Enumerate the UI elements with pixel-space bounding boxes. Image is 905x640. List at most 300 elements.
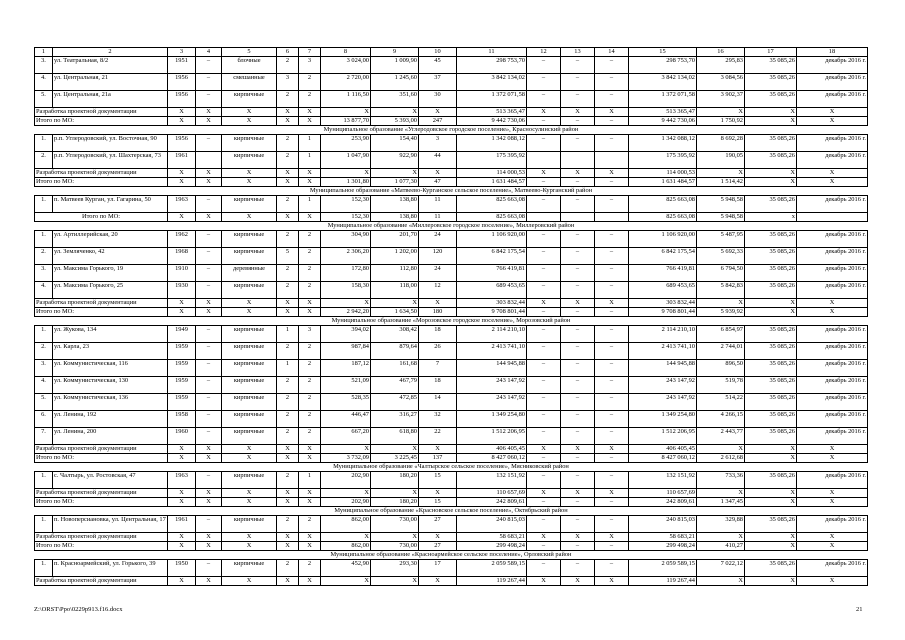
total-label: Разработка проектной документации (35, 108, 168, 117)
house-row (35, 152, 868, 169)
table-cell: 242 809,61 (457, 498, 527, 507)
table-cell: 118,00 (371, 282, 419, 299)
table-cell: 35 085,26 (745, 411, 797, 428)
table-cell: 825 663,08 (629, 213, 697, 222)
table-cell: 1968 (168, 248, 196, 265)
table-cell: 3 902,37 (697, 91, 745, 108)
table-cell: – (561, 560, 595, 577)
table-cell: X (371, 169, 419, 178)
table-cell: 24 (419, 265, 457, 282)
municipality-section-row (35, 187, 868, 196)
municipality-title: Муниципальное образование «Матвеево-Курганское сельское поселение», Матвеево-Курганский район (35, 187, 868, 196)
table-cell: – (595, 428, 629, 445)
table-cell: – (595, 454, 629, 463)
municipality-title: Муниципальное образование «Углеродовское городское поселение», Красносулинский район (35, 126, 868, 135)
table-cell: – (527, 117, 561, 126)
table-cell: 299 498,24 (629, 542, 697, 551)
table-cell: ул. Коммунистическая, 136 (53, 394, 168, 411)
table-cell: 202,90 (321, 472, 371, 489)
table-cell: X (277, 498, 299, 507)
table-cell: декабрь 2016 г. (797, 74, 868, 91)
table-cell: декабрь 2016 г. (797, 91, 868, 108)
table-cell: – (196, 560, 222, 577)
table-cell: X (561, 577, 595, 586)
table-cell: X (697, 577, 745, 586)
table-cell: – (527, 326, 561, 343)
table-cell: кирпичные (222, 560, 277, 577)
table-cell: 1950 (168, 560, 196, 577)
table-cell: 3. (35, 265, 53, 282)
table-cell: – (561, 231, 595, 248)
header-cell: 4 (196, 48, 222, 57)
table-cell: 2 744,01 (697, 343, 745, 360)
table-cell: X (745, 533, 797, 542)
table-cell: – (561, 196, 595, 213)
table-cell: X (527, 577, 561, 586)
table-cell: X (299, 533, 321, 542)
table-cell: 1. (35, 231, 53, 248)
table-cell: X (196, 498, 222, 507)
table-cell: X (697, 299, 745, 308)
table-cell: X (745, 117, 797, 126)
table-cell: 137 (419, 454, 457, 463)
table-cell: р.п. Углеродовский, ул. Шахтерская, 73 (53, 152, 168, 169)
table-cell: – (196, 428, 222, 445)
table-cell: – (561, 74, 595, 91)
table-cell: 201,70 (371, 231, 419, 248)
table-cell: 2 (277, 394, 299, 411)
header-cell: 6 (277, 48, 299, 57)
table-cell: 2 (277, 91, 299, 108)
table-cell: 35 085,26 (745, 360, 797, 377)
table-cell: X (745, 169, 797, 178)
table-cell: – (561, 377, 595, 394)
table-cell: 187,12 (321, 360, 371, 377)
table-cell: 26 (419, 343, 457, 360)
table-cell: X (196, 169, 222, 178)
table-cell: 35 085,26 (745, 394, 797, 411)
table-cell: 825 663,08 (457, 213, 527, 222)
table-cell: X (168, 108, 196, 117)
header-cell: 10 (419, 48, 457, 57)
total-row (35, 577, 868, 586)
house-row (35, 91, 868, 108)
table-cell: 8 427 060,12 (629, 454, 697, 463)
table-cell: 6. (35, 411, 53, 428)
table-cell: – (527, 282, 561, 299)
table-cell: ул. Карла, 23 (53, 343, 168, 360)
table-cell: X (299, 489, 321, 498)
table-cell: X (196, 454, 222, 463)
table-cell: 2 (277, 152, 299, 169)
table-cell: 446,47 (321, 411, 371, 428)
table-cell: 243 147,92 (457, 394, 527, 411)
table-cell: 3 (299, 57, 321, 74)
table-cell: X (222, 445, 277, 454)
table-cell: ул. Коммунистическая, 116 (53, 360, 168, 377)
table-cell: 922,90 (371, 152, 419, 169)
table-cell: 519,78 (697, 377, 745, 394)
table-cell: 1 631 484,57 (629, 178, 697, 187)
table-cell: 730,00 (371, 542, 419, 551)
table-cell: 879,64 (371, 343, 419, 360)
table-cell: 1961 (168, 152, 196, 169)
table-cell: 190,05 (697, 152, 745, 169)
table-cell: 45 (419, 57, 457, 74)
table-cell: X (299, 169, 321, 178)
table-cell: 3 024,00 (321, 57, 371, 74)
table-cell: декабрь 2016 г. (797, 516, 868, 533)
table-cell: 733,36 (697, 472, 745, 489)
table-cell: X (797, 445, 868, 454)
table-cell: декабрь 2016 г. (797, 231, 868, 248)
page-number: 21 (856, 606, 863, 613)
table-cell: 7 (419, 360, 457, 377)
table-cell: 298 753,70 (629, 57, 697, 74)
table-cell: 2 (299, 231, 321, 248)
table-cell: X (745, 299, 797, 308)
table-cell: 1 (299, 152, 321, 169)
table-cell: X (595, 299, 629, 308)
table-cell: 35 085,26 (745, 135, 797, 152)
table-cell: 2 942,20 (321, 308, 371, 317)
table-cell: 1 634,50 (371, 308, 419, 317)
table-cell: декабрь 2016 г. (797, 411, 868, 428)
total-row (35, 498, 868, 507)
header-cell: 14 (595, 48, 629, 57)
table-cell: п. Новоперсиановка, ул. Центральная, 17 (53, 516, 168, 533)
table-cell: кирпичные (222, 152, 277, 169)
table-cell: 110 657,69 (457, 489, 527, 498)
table-cell: 2 (277, 231, 299, 248)
table-cell: 1 009,90 (371, 57, 419, 74)
table-cell: X (371, 108, 419, 117)
table-cell: 303 832,44 (629, 299, 697, 308)
table-cell: – (527, 360, 561, 377)
table-cell: 1960 (168, 428, 196, 445)
table-cell: 24 (419, 231, 457, 248)
table-cell: X (168, 489, 196, 498)
table-cell: 35 085,26 (745, 326, 797, 343)
table-cell: 528,35 (321, 394, 371, 411)
table-cell: 9 708 801,44 (629, 308, 697, 317)
table-cell: X (196, 577, 222, 586)
table-cell: ул. Ленина, 200 (53, 428, 168, 445)
table-cell: 243 147,92 (629, 377, 697, 394)
header-cell: 13 (561, 48, 595, 57)
table-cell: 1949 (168, 326, 196, 343)
table-cell: – (561, 411, 595, 428)
municipality-section-row (35, 317, 868, 326)
table-cell: 5 948,58 (697, 196, 745, 213)
table-cell: 825 663,08 (457, 196, 527, 213)
table-cell: X (527, 108, 561, 117)
table-cell: 410,27 (697, 542, 745, 551)
table-cell: X (196, 178, 222, 187)
table-cell: X (745, 445, 797, 454)
table-cell: X (222, 108, 277, 117)
table-cell: X (797, 542, 868, 551)
house-row (35, 135, 868, 152)
table-cell: 3 (299, 326, 321, 343)
table-cell: X (168, 299, 196, 308)
table-cell: 1 116,50 (321, 91, 371, 108)
table-cell: X (527, 299, 561, 308)
table-cell: – (527, 135, 561, 152)
table-cell: – (196, 377, 222, 394)
table-cell: – (595, 178, 629, 187)
table-cell: – (527, 308, 561, 317)
table-cell: 452,90 (321, 560, 371, 577)
table-cell: – (595, 343, 629, 360)
table-cell: X (321, 577, 371, 586)
table-cell: X (797, 108, 868, 117)
table-cell: 1. (35, 472, 53, 489)
table-cell: 1 047,90 (321, 152, 371, 169)
table-cell: 2 059 589,15 (457, 560, 527, 577)
table-cell: X (277, 533, 299, 542)
table-cell: кирпичные (222, 282, 277, 299)
table-cell: 1 347,45 (697, 498, 745, 507)
table-cell: 1 372 071,58 (457, 91, 527, 108)
header-cell: 3 (168, 48, 196, 57)
table-cell: – (196, 326, 222, 343)
table-cell: 3 732,09 (321, 454, 371, 463)
table-cell: – (595, 117, 629, 126)
table-cell: 119 267,44 (457, 577, 527, 586)
total-label: Итого по МО: (35, 308, 168, 317)
total-label: Итого по МО: (35, 213, 168, 222)
table-cell: – (527, 74, 561, 91)
table-cell: 1 202,00 (371, 248, 419, 265)
table-cell: 1. (35, 560, 53, 577)
table-cell: 44 (419, 152, 457, 169)
table-cell: ул. Центральная, 21а (53, 91, 168, 108)
table-cell (797, 213, 868, 222)
header-cell: 7 (299, 48, 321, 57)
table-cell: X (745, 489, 797, 498)
table-cell: 2. (35, 248, 53, 265)
table-cell: 1959 (168, 360, 196, 377)
table-cell: 1 (277, 326, 299, 343)
table-cell: 3 842 134,02 (457, 74, 527, 91)
table-cell: 22 (419, 428, 457, 445)
table-cell: X (797, 299, 868, 308)
table-cell: – (527, 91, 561, 108)
table-cell: 8 427 060,12 (457, 454, 527, 463)
table-cell: 9 708 801,44 (457, 308, 527, 317)
table-cell: 2 (277, 411, 299, 428)
table-cell: 2 (299, 411, 321, 428)
table-cell: X (222, 454, 277, 463)
table-cell: – (595, 394, 629, 411)
table-cell: X (168, 533, 196, 542)
table-cell: – (595, 516, 629, 533)
header-cell: 17 (745, 48, 797, 57)
table-cell: X (222, 533, 277, 542)
house-row (35, 265, 868, 282)
table-cell: 27 (419, 542, 457, 551)
table-cell: X (277, 213, 299, 222)
table-cell: X (371, 577, 419, 586)
table-cell: X (595, 169, 629, 178)
table-cell: – (595, 265, 629, 282)
table-cell: 2 413 741,10 (629, 343, 697, 360)
table-cell: 1963 (168, 472, 196, 489)
table-cell: 5 842,83 (697, 282, 745, 299)
table-cell: X (595, 489, 629, 498)
house-row (35, 248, 868, 265)
table-cell: 1963 (168, 196, 196, 213)
table-cell: X (419, 445, 457, 454)
table-cell: 2 (277, 57, 299, 74)
table-cell: – (595, 498, 629, 507)
table-cell: 1961 (168, 516, 196, 533)
table-cell: – (561, 394, 595, 411)
table-cell: X (196, 542, 222, 551)
table-cell: 2 (299, 360, 321, 377)
total-row (35, 117, 868, 126)
table-cell: X (419, 299, 457, 308)
table-cell: 8 692,28 (697, 135, 745, 152)
table-cell: 32 (419, 411, 457, 428)
table-cell: 766 419,81 (457, 265, 527, 282)
table-cell: 2 114 210,10 (629, 326, 697, 343)
table-cell: 513 365,47 (457, 108, 527, 117)
table-cell: 2 413 741,10 (457, 343, 527, 360)
table-cell: 154,40 (371, 135, 419, 152)
table-cell (196, 152, 222, 169)
table-cell: 35 085,26 (745, 516, 797, 533)
table-cell: 5 393,00 (371, 117, 419, 126)
table-cell: – (527, 454, 561, 463)
table-cell: 689 453,65 (629, 282, 697, 299)
table-cell: 2 (277, 516, 299, 533)
table-cell: – (196, 57, 222, 74)
table-cell: 13 877,70 (321, 117, 371, 126)
table-cell: – (527, 560, 561, 577)
table-cell: 394,02 (321, 326, 371, 343)
municipality-title: Муниципальное образование «Чалтырское сельское поселение», Мясниковский район (35, 463, 868, 472)
table-cell: 1 512 206,95 (629, 428, 697, 445)
table-cell: 172,80 (321, 265, 371, 282)
table-cell: кирпичные (222, 326, 277, 343)
table-cell: 35 085,26 (745, 57, 797, 74)
table-cell: кирпичные (222, 343, 277, 360)
total-row (35, 454, 868, 463)
table-cell: 35 085,26 (745, 472, 797, 489)
table-cell: X (196, 299, 222, 308)
table-cell: 1. (35, 516, 53, 533)
table-cell: ул. Артиллерийская, 20 (53, 231, 168, 248)
table-cell: 1 342 088,12 (629, 135, 697, 152)
table-cell: 689 453,65 (457, 282, 527, 299)
table-cell: – (595, 560, 629, 577)
municipality-title: Муниципальное образование «Миллеровское городское поселение», Миллеровский район (35, 222, 868, 231)
table-cell: 1. (35, 196, 53, 213)
table-cell: X (321, 108, 371, 117)
table-cell: X (277, 542, 299, 551)
table-cell: 1 077,30 (371, 178, 419, 187)
table-cell: X (222, 213, 277, 222)
table-cell: 2 (299, 265, 321, 282)
table-cell: 47 (419, 178, 457, 187)
table-cell: – (196, 231, 222, 248)
table-cell: кирпичные (222, 360, 277, 377)
table-cell: ул. Максима Горького, 25 (53, 282, 168, 299)
total-row (35, 108, 868, 117)
table-cell: 2 720,00 (321, 74, 371, 91)
table-cell: 180 (419, 308, 457, 317)
table-cell: – (561, 57, 595, 74)
table-cell (561, 213, 595, 222)
table-cell: 112,80 (371, 265, 419, 282)
table-cell: 513 365,47 (629, 108, 697, 117)
table-cell: 240 815,03 (629, 516, 697, 533)
table-cell: 138,80 (371, 213, 419, 222)
table-cell: 472,85 (371, 394, 419, 411)
table-cell: – (527, 516, 561, 533)
municipality-section-row (35, 507, 868, 516)
table-cell: 114 000,53 (629, 169, 697, 178)
table-cell: 467,79 (371, 377, 419, 394)
total-label: Разработка проектной документации (35, 533, 168, 542)
table-cell: 35 085,26 (745, 248, 797, 265)
table-cell: 2 (299, 377, 321, 394)
table-cell: 293,30 (371, 560, 419, 577)
table-cell: ул. Жукова, 134 (53, 326, 168, 343)
table-cell: 1910 (168, 265, 196, 282)
municipality-title: Муниципальное образование «Красновское сельское поселение», Октябрьский район (35, 507, 868, 516)
table-cell: – (595, 542, 629, 551)
table-cell: X (277, 299, 299, 308)
table-cell: 2 612,68 (697, 454, 745, 463)
table-cell: 2 (299, 394, 321, 411)
table-cell: 1959 (168, 394, 196, 411)
total-label: Разработка проектной документации (35, 169, 168, 178)
table-cell: X (277, 454, 299, 463)
table-cell: 1. (35, 326, 53, 343)
table-cell: – (561, 516, 595, 533)
table-cell: 5 948,58 (697, 213, 745, 222)
table-cell: X (321, 299, 371, 308)
table-cell: X (419, 169, 457, 178)
table-cell: ул. Театральная, 8/2 (53, 57, 168, 74)
document-table-area (34, 47, 867, 586)
table-cell: 35 085,26 (745, 74, 797, 91)
table-cell: X (222, 498, 277, 507)
table-cell: – (196, 248, 222, 265)
table-cell: 3. (35, 57, 53, 74)
table-cell: декабрь 2016 г. (797, 152, 868, 169)
table-cell: – (561, 326, 595, 343)
table-cell: – (595, 91, 629, 108)
table-cell: 1 512 206,95 (457, 428, 527, 445)
table-cell: 2 (299, 74, 321, 91)
table-cell: – (527, 394, 561, 411)
table-cell: X (321, 533, 371, 542)
table-cell: – (595, 377, 629, 394)
table-cell: 4 266,15 (697, 411, 745, 428)
table-cell: 152,30 (321, 213, 371, 222)
table-cell: – (527, 472, 561, 489)
table-cell: 15 (419, 498, 457, 507)
table-cell: X (561, 169, 595, 178)
table-cell: 299 498,24 (457, 542, 527, 551)
total-label: Итого по МО: (35, 454, 168, 463)
table-cell: 132 151,92 (457, 472, 527, 489)
table-cell: X (595, 577, 629, 586)
